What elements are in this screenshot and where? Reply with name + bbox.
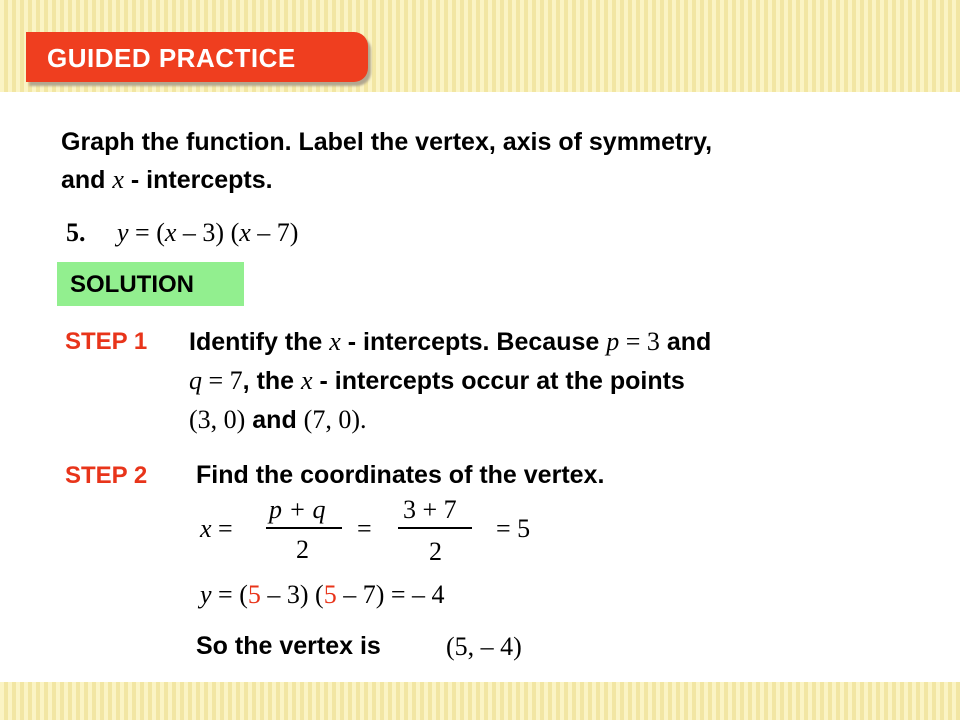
fraction-1-denominator: 2 xyxy=(296,535,309,564)
fraction-1-numerator: p + q xyxy=(269,495,326,524)
eq-x-var-2: x xyxy=(239,218,251,247)
instruction-x-variable: x xyxy=(112,165,124,194)
step-1-point-1: (3, 0) xyxy=(189,405,246,434)
instruction-line-2-prefix: and xyxy=(61,166,113,194)
y-eq-sign: = xyxy=(211,580,240,609)
vertex-statement: So the vertex is xyxy=(196,632,381,660)
eq-part-1: = ( xyxy=(128,218,165,247)
fraction-2-denominator: 2 xyxy=(429,537,442,566)
solution-label-box xyxy=(57,262,244,306)
problem-equation xyxy=(117,218,298,248)
instruction-line-2 xyxy=(61,165,273,195)
step-2-heading: Find the coordinates of the vertex. xyxy=(196,461,605,489)
step-1-and: and xyxy=(245,406,304,434)
step-1-p-value: = 3 xyxy=(619,327,660,356)
step-1-line-2 xyxy=(189,366,685,396)
y-expr-c: – 7) = – 4 xyxy=(336,580,445,609)
equals-sign-2: = xyxy=(357,514,372,543)
x-result: = 5 xyxy=(496,514,531,543)
vertex-value: (5, – 4) xyxy=(446,632,522,661)
step-1-l2-a: , the xyxy=(242,367,302,395)
instruction-line-2-suffix: - intercepts. xyxy=(123,166,273,194)
y-five-1: 5 xyxy=(247,580,261,609)
step-1-l2-b: - intercepts occur at the points xyxy=(312,367,685,395)
eq-x-var-1: x xyxy=(164,218,177,247)
step-1-line-3 xyxy=(189,405,367,435)
y-five-2: 5 xyxy=(323,580,337,609)
step-2-label: STEP 2 xyxy=(65,462,148,489)
eq-part-3: – 7) xyxy=(250,218,299,247)
fraction-2-numerator: 3 + 7 xyxy=(403,495,457,524)
fraction-1-bar xyxy=(266,527,342,529)
step-1-line-1 xyxy=(189,327,711,357)
step-1-l1-c: and xyxy=(659,328,712,356)
step-1-l1-a: Identify the xyxy=(189,328,330,356)
solution-label: SOLUTION xyxy=(70,271,194,298)
step-1-x-var: x xyxy=(329,327,341,356)
step-1-q-var: q xyxy=(189,366,202,395)
eq-part-2: – 3) ( xyxy=(176,218,240,247)
banner-label: GUIDED PRACTICE xyxy=(47,43,296,73)
y-var: y xyxy=(200,580,212,609)
y-expr-b: – 3) ( xyxy=(260,580,324,609)
instruction-line-1: Graph the function. Label the vertex, axis of symmetry, xyxy=(61,128,713,156)
step-1-point-2: (7, 0). xyxy=(303,405,367,434)
step-1-label: STEP 1 xyxy=(65,328,148,355)
x-eq-sign: = xyxy=(211,514,233,543)
y-expr-a: ( xyxy=(239,580,248,609)
step-1-q-value: = 7 xyxy=(202,366,243,395)
footer-stripe-background xyxy=(0,682,960,720)
y-computation xyxy=(200,580,445,610)
x-var: x xyxy=(200,514,212,543)
problem-number: 5. xyxy=(66,218,86,247)
fraction-2-bar xyxy=(398,527,472,529)
step-1-x-var-2: x xyxy=(301,366,313,395)
guided-practice-banner xyxy=(26,32,368,82)
x-equals xyxy=(200,514,233,544)
eq-y-var: y xyxy=(117,218,129,247)
step-1-p-var: p xyxy=(606,327,620,356)
step-1-l1-b: - intercepts. Because xyxy=(340,328,607,356)
